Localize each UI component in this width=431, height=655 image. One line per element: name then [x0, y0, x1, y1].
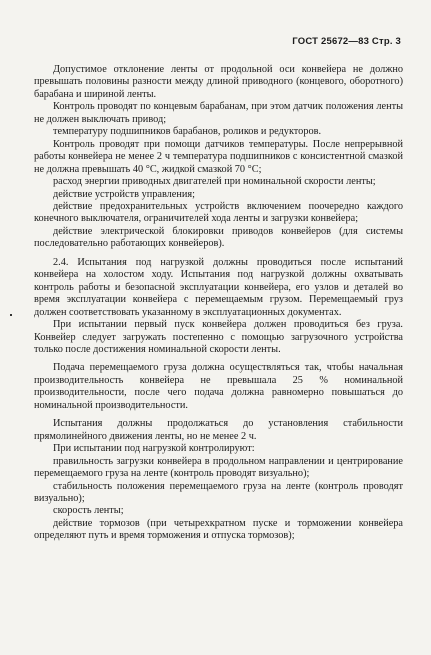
paragraph: расход энергии приводных двигателей при номинальной скорости ленты;	[53, 176, 376, 188]
paragraph: Испытания должны продолжаться до установления стабильности прямолинейного движения ленты, но не менее 2 ч.	[34, 418, 403, 442]
paragraph: правильность загрузки конвейера в продольном направлении и центрирование перемещаемого груза на ленте (контроль проводят визуально);	[34, 455, 403, 480]
paragraph: При испытании под нагрузкой контролируют:	[53, 443, 255, 455]
margin-mark	[10, 314, 12, 316]
paragraph: Подача перемещаемого груза должна осуществляться так, чтобы начальная производительность конвейера не превышала 25 % номинальной производительности, после чего подача должна равномерно повышаться до номинальной производительности.	[34, 362, 403, 411]
page-header: ГОСТ 25672—83 Стр. 3	[292, 36, 401, 47]
paragraph: Допустимое отклонение ленты от продольной оси конвейера не должно превышать половины разности между длиной приводного (концевого, оборотного) барабана и шириной ленты.	[34, 64, 403, 100]
paragraph: действие предохранительных устройств включением поочередно каждого конечного выключателя, ограничителей хода ленты и загрузки конвейера;	[34, 200, 403, 225]
paragraph: действие устройств управления;	[53, 188, 195, 200]
paragraph: Контроль проводят при помощи датчиков температуры. После непрерывной работы конвейера не менее 2 ч температура подшипников с консистентной смазкой не должна превышать 40 °С, жидкой смазкой 70 °С;	[34, 138, 403, 175]
paragraph: действие электрической блокировки приводов конвейеров (для системы последовательно работающих конвейеров).	[34, 225, 403, 250]
section-paragraph: 2.4. Испытания под нагрузкой должны проводиться после испытаний конвейера на холостом ходу. Испытания под нагрузкой должны охватывать контроль работы и безопасной эксплуатации конвейера, его узлов и деталей во время эксплуатации конвейера с перемещаемым грузом. Перемещаемый груз должен соответствовать указанному в эксплуатационных документах.	[34, 256, 403, 318]
paragraph: Контроль проводят по концевым барабанам, при этом датчик положения ленты не должен выключать привод;	[34, 101, 403, 125]
paragraph: температуру подшипников барабанов, роликов и редукторов.	[53, 126, 322, 138]
body-text	[34, 64, 403, 543]
paragraph: При испытании первый пуск конвейера должен проводиться без груза. Конвейер следует загружать постепенно с помощью загрузочного устройства только после достижения номинальной скорости ленты.	[34, 319, 403, 355]
paragraph: действие тормозов (при четырехкратном пуске и торможении конвейера определяют путь и время торможения и отпуска тормозов);	[34, 517, 403, 542]
paragraph: скорость ленты;	[53, 505, 124, 517]
paragraph: стабильность положения перемещаемого груза на ленте (контроль проводят визуально);	[34, 480, 403, 504]
